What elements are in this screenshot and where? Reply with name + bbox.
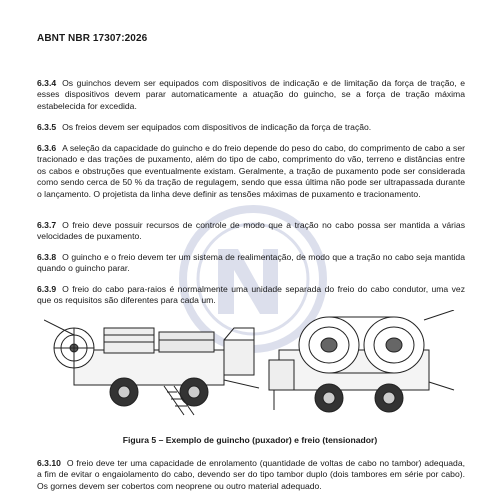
tensioner-machine-drawing	[269, 310, 454, 412]
section-number: 6.3.9	[37, 284, 57, 294]
section-number: 6.3.8	[37, 252, 57, 262]
figure-caption: Figura 5 – Exemplo de guincho (puxador) e freio (tensionador)	[122, 435, 378, 445]
puller-machine-drawing	[44, 320, 259, 415]
paragraph-text: O guincho e o freio devem ter um sistema de realimentação, de modo que a tração no cabo seja mantida quando o guincho parar.	[37, 252, 465, 274]
paragraph-6-3-7	[37, 220, 465, 243]
paragraph-6-3-9	[37, 284, 465, 307]
paragraph-text: O freio deve possuir recursos de controle de modo que a tração no cabo possa ser mantida a várias velocidades de puxamento.	[37, 220, 465, 242]
paragraph-6-3-6	[37, 143, 465, 200]
paragraph-text: A seleção da capacidade do guincho e do freio depende do peso do cabo, do comprimento de cabo a ser tracionado e das traçōes de puxamento, além do tipo de cabo, comprimento do vão, terreno e distâncias entre os cabos e obstruções que eventualmente existam. Geralmente, a tração de puxamento pode ser considerada como sendo cerca de 50 % da tração de regulagem, sendo que essa última não pode ser ultrapassada durante o lançamento. O projetista da linha deve definir as tensões máximas de puxamento e tracionamento.	[37, 143, 465, 199]
paragraph-6-3-10	[37, 458, 465, 492]
paragraph-text: O freio do cabo para-raios é normalmente uma unidade separada do freio do cabo condutor, uma vez que os requisitos são diferentes para cada um.	[37, 284, 465, 306]
figure-5-illustration	[44, 310, 464, 420]
document-header: ABNT NBR 17307:2026	[37, 33, 148, 44]
paragraph-6-3-4	[37, 78, 465, 112]
section-number: 6.3.10	[37, 458, 61, 468]
paragraph-text: Os freios devem ser equipados com dispositivos de indicação da força de tração.	[62, 122, 372, 132]
section-number: 6.3.7	[37, 220, 57, 230]
section-number: 6.3.4	[37, 78, 57, 88]
section-number: 6.3.6	[37, 143, 57, 153]
paragraph-text: O freio deve ter uma capacidade de enrolamento (quantidade de voltas de cabo no tambor) adequada, a fim de evitar o engaiolamento do cabo, devendo ser do tipo tambor duplo (dois tambores em série por cabo). Os gornes devem ser cobertos com neoprene ou outro material adequado.	[37, 458, 465, 491]
section-number: 6.3.5	[37, 122, 57, 132]
paragraph-6-3-5	[37, 122, 465, 133]
paragraph-text: Os guinchos devem ser equipados com dispositivos de indicação e de limitação da força de tração, e esses dispositivos devem parar automaticamente a atuação do guincho, se a força de tração máxima estabelecida for excedida.	[37, 78, 465, 111]
paragraph-6-3-8	[37, 252, 465, 275]
